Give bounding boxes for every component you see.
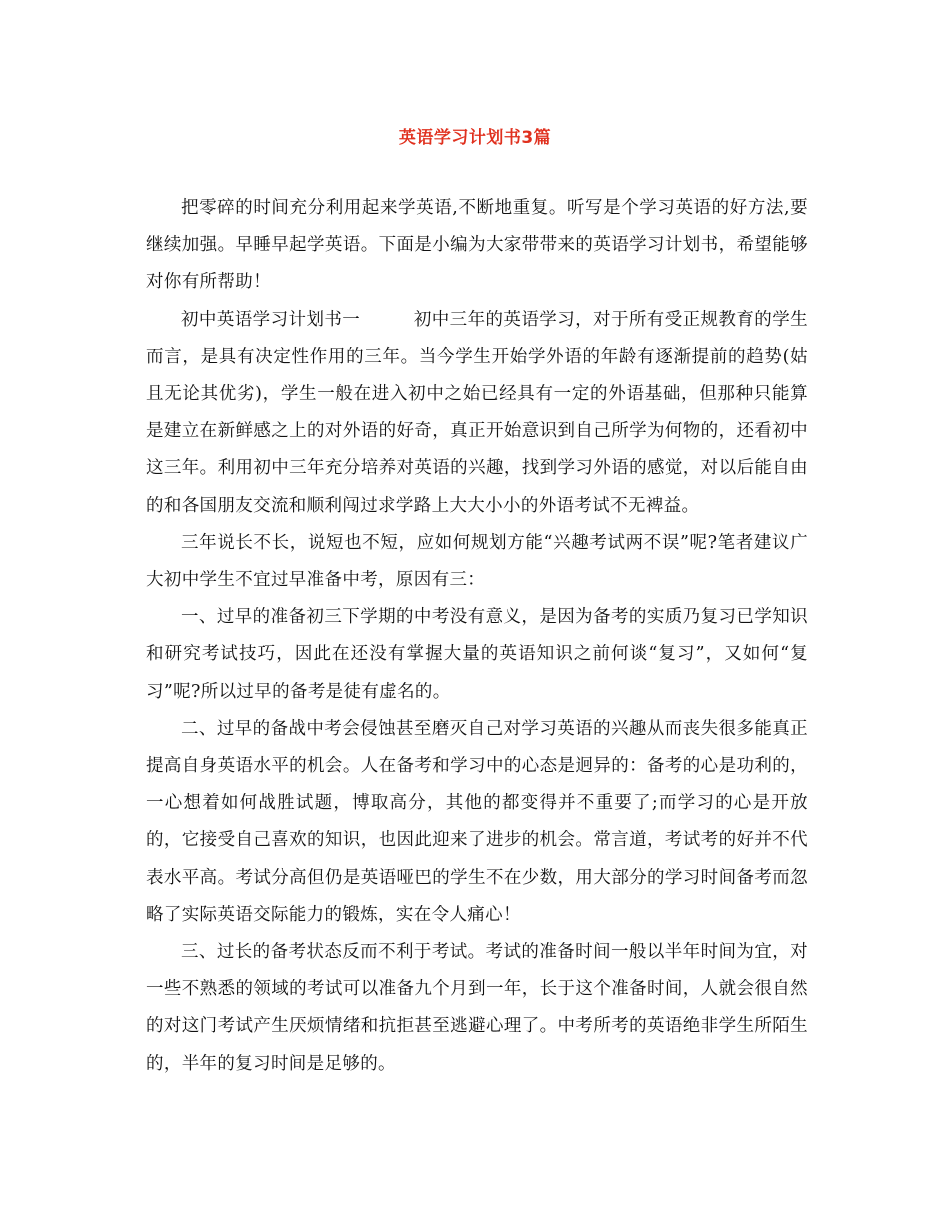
- document-title: 英语学习计划书3篇: [398, 128, 552, 148]
- section-one-text: 初中三年的英语学习，对于所有受正规教育的学生而言，是具有决定性作用的三年。当今学生开始学外语的年龄有逐渐提前的趋势(姑且无论其优劣)，学生一般在进入初中之始已经具有一定的外语基础，但那种只能算是建立在新鲜感之上的对外语的好奇，真正开始意识到自己所学为何物的，还看初中这三年。利用初中三年充分培养对英语的兴趣，找到学习外语的感觉，对以后能自由的和各国朋友交流和顺利闯过求学路上大大小小的外语考试不无裨益。: [146, 309, 808, 516]
- intro-paragraph: 把零碎的时间充分利用起来学英语,不断地重复。听写是个学习英语的好方法,要继续加强。早睡早起学英语。下面是小编为大家带带来的英语学习计划书，希望能够对你有所帮助！: [146, 198, 808, 293]
- reason-one-paragraph: 一、过早的准备初三下学期的中考没有意义，是因为备考的实质乃复习已学知识和研究考试技巧，因此在还没有掌握大量的英语知识之前何谈“复习”，又如何“复习”呢?所以过早的备考是徒有虚名的。: [146, 607, 808, 702]
- reason-three-paragraph: 三、过长的备考状态反而不利于考试。考试的准备时间一般以半年时间为宜，对一些不熟悉的领域的考试可以准备九个月到一年，长于这个准备时间，人就会很自然的对这门考试产生厌烦情绪和抗拒甚至逃避心理了。中考所考的英语绝非学生所陌生的，半年的复习时间是足够的。: [146, 942, 808, 1074]
- section-one-paragraph: [146, 302, 808, 525]
- document-body: [146, 190, 808, 1083]
- section-gap: [360, 310, 414, 330]
- question-paragraph: 三年说长不长，说短也不短，应如何规划方能“兴趣考试两不误”呢?笔者建议广大初中学生不宜过早准备中考，原因有三：: [146, 532, 808, 591]
- section-one-heading: 初中英语学习计划书一: [181, 309, 361, 330]
- reason-two-paragraph: 二、过早的备战中考会侵蚀甚至磨灭自己对学习英语的兴趣从而丧失很多能真正提高自身英语水平的机会。人在备考和学习中的心态是迥异的：备考的心是功利的，一心想着如何战胜试题，博取高分，其他的都变得并不重要了;而学习的心是开放的，它接受自己喜欢的知识，也因此迎来了进步的机会。常言道，考试考的好并不代表水平高。考试分高但仍是英语哑巴的学生不在少数，用大部分的学习时间备考而忽略了实际英语交际能力的锻炼，实在令人痛心！: [146, 718, 808, 925]
